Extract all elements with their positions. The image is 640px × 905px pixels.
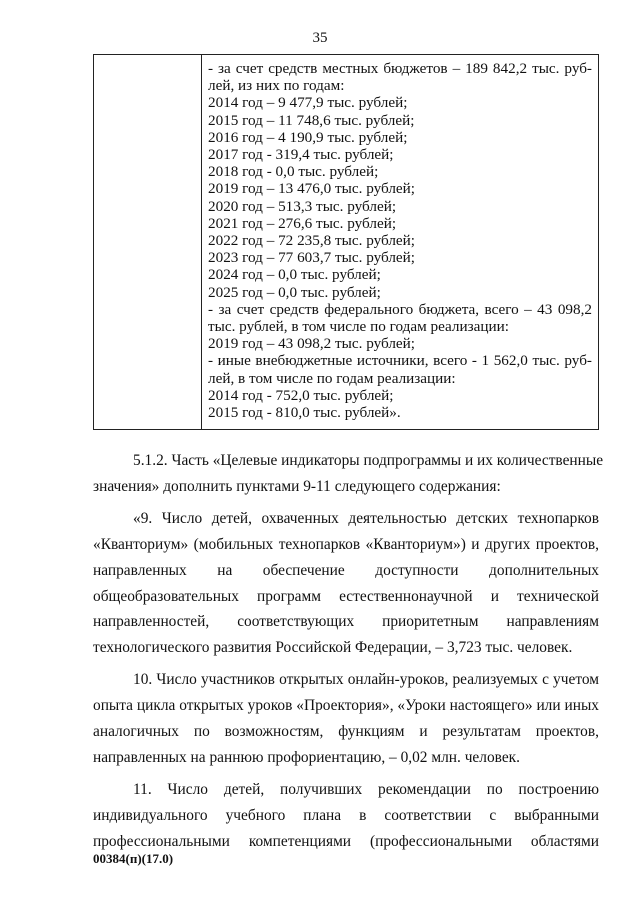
table-left-cell [94,55,202,429]
body-text [93,448,604,861]
table-line: 2018 год - 0,0 тыс. рублей; [208,163,379,181]
table-line: 2025 год – 0,0 тыс. рублей; [208,283,381,301]
document-code: 00384(п)(17.0) [93,851,174,866]
text-line: 5.1.2. Часть «Целевые индикаторы подпрограммы и их количественные [133,452,604,469]
text-line: «Кванториум» (мобильных технопарков «Кванториум») и других проектов, [93,535,599,553]
table-line: 2022 год – 72 235,8 тыс. рублей; [208,232,416,250]
table-line: 2023 год – 77 603,7 тыс. рублей; [208,249,416,267]
table-line: 2014 год - 752,0 тыс. рублей; [208,386,394,404]
text-line: направленных на раннюю профориентацию, – 0,02 млн. человек. [93,748,520,766]
table-line: 2021 год – 276,6 тыс. рублей; [208,214,397,232]
table-right-cell [202,55,598,429]
table-line: - иные внебюджетные источники, всего - 1 562,0 тыс. руб- [208,352,592,370]
table-line: 2020 год – 513,3 тыс. рублей; [208,197,397,215]
text-line: «9. Число детей, охваченных деятельностью детских технопарков [133,509,599,527]
table-line: - за счет средств федерального бюджета, всего – 43 098,2 [208,300,592,318]
text-line: 10. Число участников открытых онлайн-уроков, реализуемых с учетом [133,671,599,689]
text-line: направленностей, соответствующих приоритетным направлениям [93,613,599,631]
paragraph-item-9 [93,506,599,661]
table-line: 2015 год - 810,0 тыс. рублей». [208,404,401,422]
paragraph-5-1-2 [93,448,604,500]
paragraph-item-10 [93,667,599,771]
paragraph-item-11 [93,777,599,855]
text-line: значения» дополнить пунктами 9-11 следующего содержания: [93,477,501,495]
table-line: 2014 год – 9 477,9 тыс. рублей; [208,94,408,112]
table-line: - за счет средств местных бюджетов – 189 842,2 тыс. руб- [208,60,592,77]
text-line: профессиональными компетенциями (профессиональными областями [93,832,599,850]
table-line: 2024 год – 0,0 тыс. рублей; [208,266,381,284]
text-line: опыта цикла открытых уроков «Проектория», «Уроки настоящего» или иных [93,697,599,715]
page-number: 35 [312,30,328,46]
text-line: аналогичных по возможностям, функциям и результатам проектов, [93,723,599,741]
table-line: 2019 год – 43 098,2 тыс. рублей; [208,335,416,353]
table-line: лей, из них по годам: [208,77,345,95]
text-line: индивидуального учебного плана в соответствии с выбранными [93,806,599,824]
table-line: 2016 год – 4 190,9 тыс. рублей; [208,128,408,146]
table-line: лей, в том числе по годам реализации: [208,369,456,387]
table-line: 2015 год – 11 748,6 тыс. рублей; [208,111,415,129]
text-line: 11. Число детей, получивших рекомендации по построению [133,780,599,798]
table-line: 2017 год - 319,4 тыс. рублей; [208,146,394,164]
table-line: тыс. рублей, в том числе по годам реализации: [208,318,509,336]
funding-table [93,54,599,430]
text-line: общеобразовательных программ естественнонаучной и технической [93,587,599,605]
text-line: технологического развития Российской Федерации, – 3,723 тыс. человек. [93,639,573,657]
text-line: направленных на обеспечение доступности дополнительных [93,561,599,579]
table-line: 2019 год – 13 476,0 тыс. рублей; [208,180,416,198]
